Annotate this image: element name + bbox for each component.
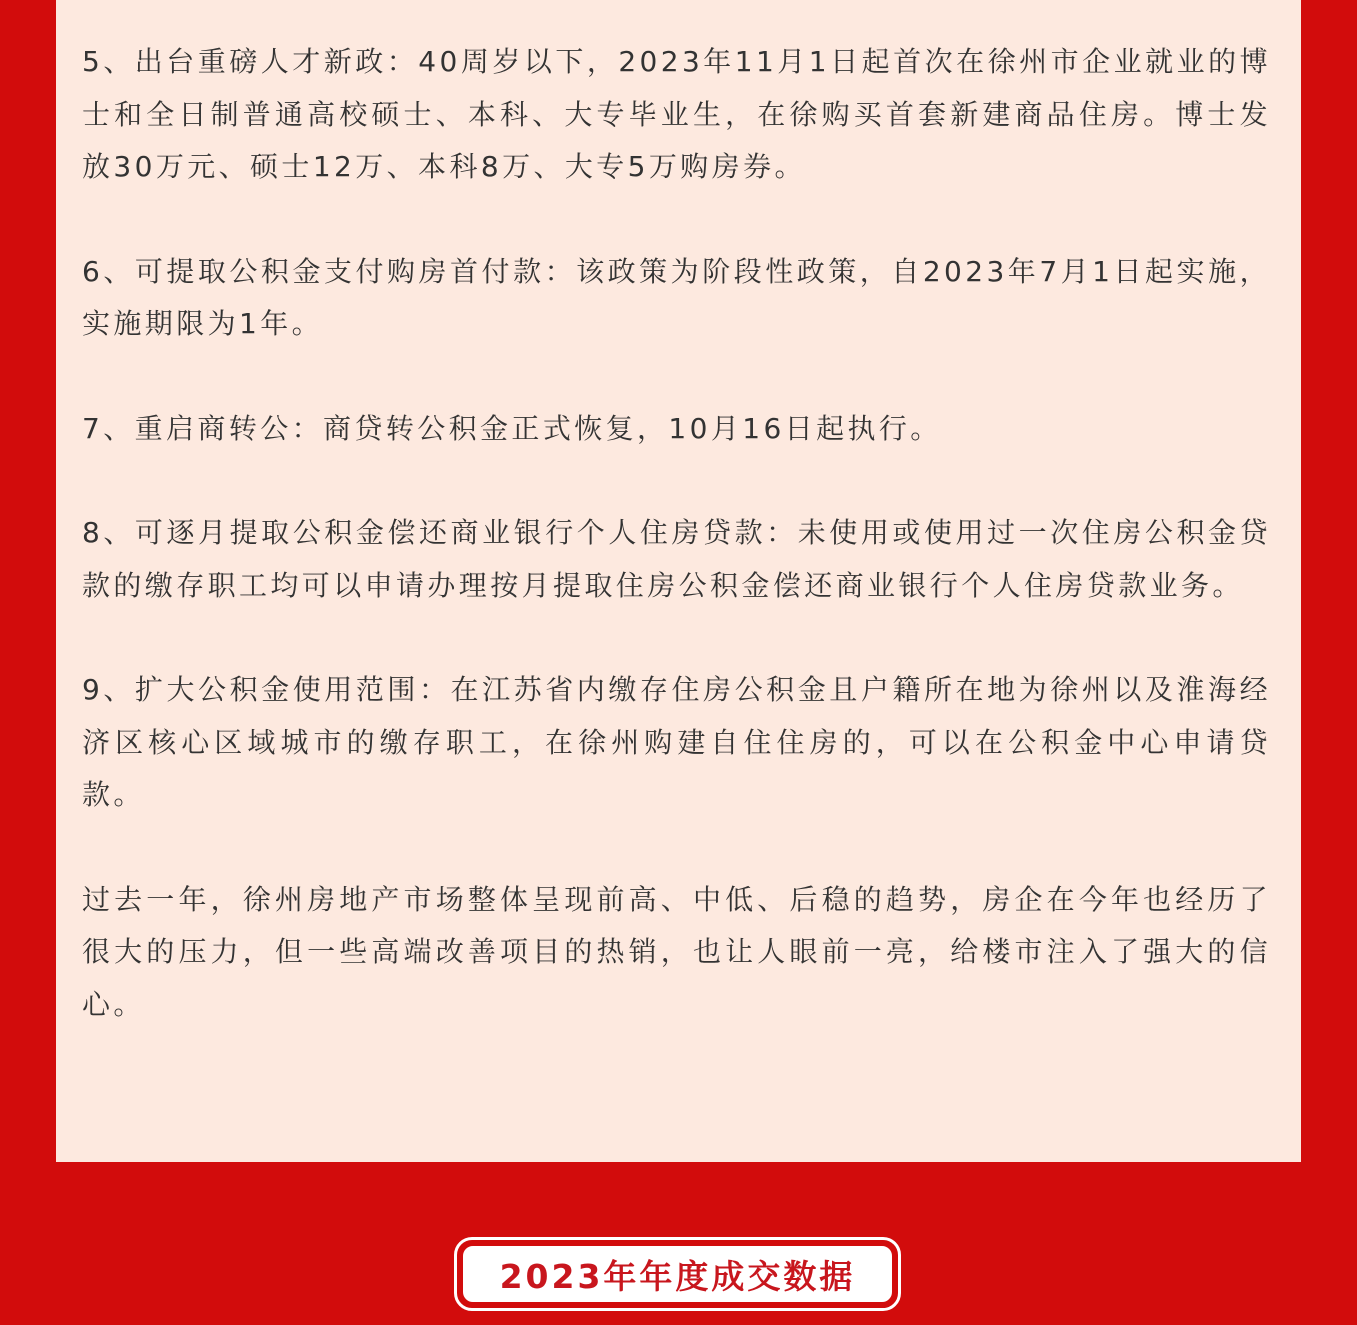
policy-item-6: 6、可提取公积金支付购房首付款：该政策为阶段性政策，自2023年7月1日起实施，实施期限为1年。 — [82, 254, 1271, 340]
policy-item-9: 9、扩大公积金使用范围：在江苏省内缴存住房公积金且户籍所在地为徐州以及淮海经济区核心区域城市的缴存职工，在徐州购建自住住房的，可以在公积金中心申请贷款。 — [82, 673, 1271, 811]
article-panel — [56, 0, 1301, 1162]
policy-item-5: 5、出台重磅人才新政：40周岁以下，2023年11月1日起首次在徐州市企业就业的博士和全日制普通高校硕士、本科、大专毕业生，在徐购买首套新建商品住房。博士发放30万元、硕士12万、本科8万、大专5万购房券。 — [82, 45, 1271, 183]
policy-item-8: 8、可逐月提取公积金偿还商业银行个人住房贷款：未使用或使用过一次住房公积金贷款的缴存职工均可以申请办理按月提取住房公积金偿还商业银行个人住房贷款业务。 — [82, 516, 1271, 602]
summary-paragraph: 过去一年，徐州房地产市场整体呈现前高、中低、后稳的趋势，房企在今年也经历了很大的压力，但一些高端改善项目的热销，也让人眼前一亮，给楼市注入了强大的信心。 — [82, 882, 1271, 1021]
policy-item-7: 7、重启商转公：商贷转公积金正式恢复，10月16日起执行。 — [82, 411, 942, 445]
section-title-frame — [454, 1237, 901, 1311]
section-title: 2023年年度成交数据 — [461, 1244, 894, 1304]
